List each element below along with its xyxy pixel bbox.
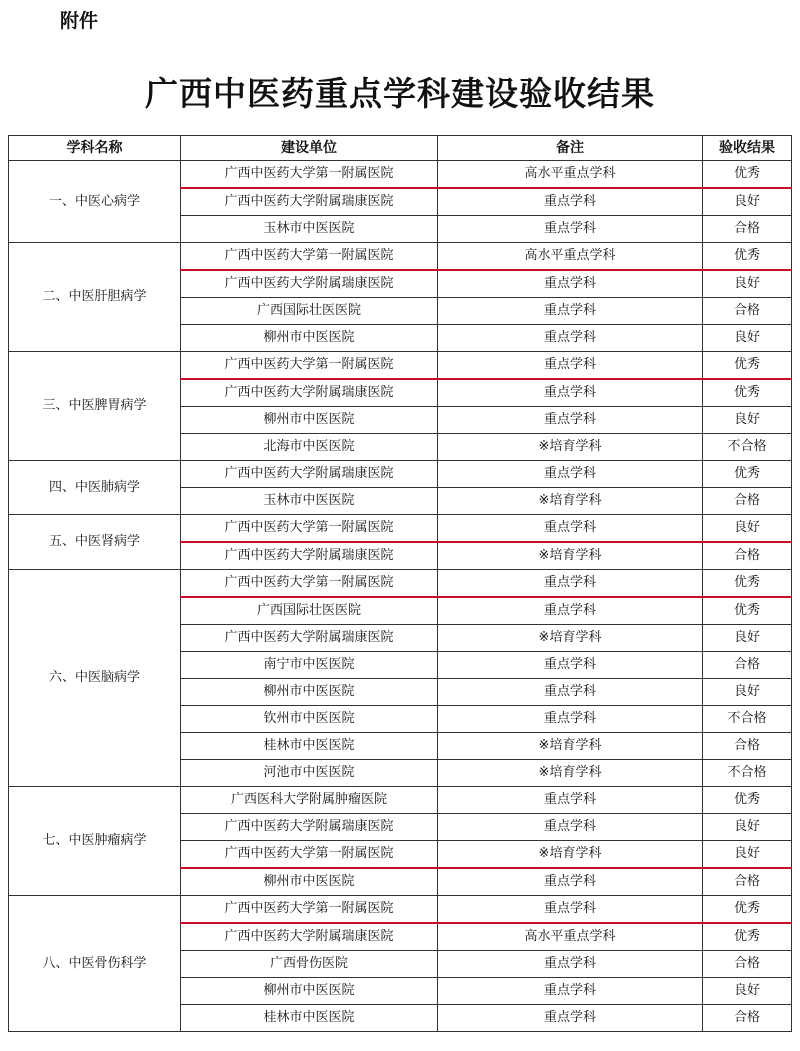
unit-cell: 广西国际壮医医院: [181, 597, 438, 625]
note-cell: 重点学科: [438, 868, 703, 896]
unit-cell: 广西中医药大学附属瑞康医院: [181, 461, 438, 488]
result-cell: 合格: [703, 733, 792, 760]
result-cell: 合格: [703, 652, 792, 679]
unit-cell: 广西医科大学附属肿瘤医院: [181, 787, 438, 814]
header-unit: 建设单位: [181, 136, 438, 161]
note-cell: 重点学科: [438, 407, 703, 434]
unit-cell: 广西中医药大学第一附属医院: [181, 896, 438, 924]
attachment-label: 附件: [60, 10, 99, 32]
table-row: [9, 243, 792, 271]
subject-name-cell: 一、中医心病学: [9, 161, 181, 243]
result-cell: 良好: [703, 625, 792, 652]
result-cell: 良好: [703, 407, 792, 434]
unit-cell: 柳州市中医医院: [181, 325, 438, 352]
unit-cell: 桂林市中医医院: [181, 1005, 438, 1032]
note-cell: 重点学科: [438, 978, 703, 1005]
note-cell: 重点学科: [438, 461, 703, 488]
subject-name-cell: 七、中医肿瘤病学: [9, 787, 181, 896]
unit-cell: 广西中医药大学附属瑞康医院: [181, 270, 438, 298]
note-cell: 高水平重点学科: [438, 243, 703, 271]
unit-cell: 广西中医药大学附属瑞康医院: [181, 923, 438, 951]
note-cell: ※培育学科: [438, 625, 703, 652]
result-cell: 合格: [703, 951, 792, 978]
note-cell: ※培育学科: [438, 542, 703, 570]
unit-cell: 广西中医药大学附属瑞康医院: [181, 625, 438, 652]
result-cell: 不合格: [703, 706, 792, 733]
note-cell: 重点学科: [438, 298, 703, 325]
note-cell: 重点学科: [438, 652, 703, 679]
unit-cell: 广西中医药大学附属瑞康医院: [181, 814, 438, 841]
result-cell: 良好: [703, 978, 792, 1005]
note-cell: 重点学科: [438, 1005, 703, 1032]
unit-cell: 柳州市中医医院: [181, 407, 438, 434]
result-cell: 优秀: [703, 379, 792, 407]
table-row: [9, 787, 792, 814]
note-cell: 重点学科: [438, 896, 703, 924]
result-cell: 合格: [703, 216, 792, 243]
result-cell: 优秀: [703, 597, 792, 625]
subject-name-cell: 六、中医脑病学: [9, 570, 181, 787]
note-cell: 重点学科: [438, 188, 703, 216]
unit-cell: 广西中医药大学第一附属医院: [181, 841, 438, 869]
table-row: [9, 461, 792, 488]
unit-cell: 北海市中医医院: [181, 434, 438, 461]
unit-cell: 柳州市中医医院: [181, 868, 438, 896]
unit-cell: 广西中医药大学第一附属医院: [181, 161, 438, 189]
result-cell: 良好: [703, 188, 792, 216]
note-cell: ※培育学科: [438, 434, 703, 461]
note-cell: 重点学科: [438, 706, 703, 733]
note-cell: 重点学科: [438, 352, 703, 380]
subject-name-cell: 五、中医肾病学: [9, 515, 181, 570]
result-cell: 优秀: [703, 923, 792, 951]
unit-cell: 柳州市中医医院: [181, 978, 438, 1005]
result-cell: 合格: [703, 868, 792, 896]
result-cell: 良好: [703, 270, 792, 298]
result-cell: 良好: [703, 515, 792, 543]
unit-cell: 广西中医药大学第一附属医院: [181, 570, 438, 598]
result-cell: 不合格: [703, 434, 792, 461]
result-cell: 良好: [703, 841, 792, 869]
result-cell: 良好: [703, 679, 792, 706]
note-cell: 重点学科: [438, 379, 703, 407]
subject-name-cell: 二、中医肝胆病学: [9, 243, 181, 352]
result-cell: 良好: [703, 325, 792, 352]
table-row: [9, 515, 792, 543]
table-header-row: [9, 136, 792, 161]
unit-cell: 广西中医药大学附属瑞康医院: [181, 188, 438, 216]
unit-cell: 广西中医药大学附属瑞康医院: [181, 379, 438, 407]
unit-cell: 广西中医药大学附属瑞康医院: [181, 542, 438, 570]
result-cell: 合格: [703, 298, 792, 325]
note-cell: 重点学科: [438, 597, 703, 625]
note-cell: ※培育学科: [438, 488, 703, 515]
note-cell: 重点学科: [438, 679, 703, 706]
unit-cell: 钦州市中医医院: [181, 706, 438, 733]
subject-name-cell: 八、中医骨伤科学: [9, 896, 181, 1032]
unit-cell: 南宁市中医医院: [181, 652, 438, 679]
note-cell: ※培育学科: [438, 733, 703, 760]
note-cell: ※培育学科: [438, 760, 703, 787]
unit-cell: 广西国际壮医医院: [181, 298, 438, 325]
result-cell: 合格: [703, 542, 792, 570]
table-body: [9, 161, 792, 1032]
unit-cell: 河池市中医医院: [181, 760, 438, 787]
unit-cell: 玉林市中医医院: [181, 216, 438, 243]
unit-cell: 玉林市中医医院: [181, 488, 438, 515]
result-cell: 不合格: [703, 760, 792, 787]
unit-cell: 广西骨伤医院: [181, 951, 438, 978]
result-cell: 优秀: [703, 570, 792, 598]
note-cell: 重点学科: [438, 270, 703, 298]
header-note: 备注: [438, 136, 703, 161]
note-cell: 重点学科: [438, 515, 703, 543]
note-cell: 重点学科: [438, 814, 703, 841]
table-row: [9, 570, 792, 598]
result-cell: 优秀: [703, 161, 792, 189]
result-cell: 合格: [703, 488, 792, 515]
result-cell: 优秀: [703, 461, 792, 488]
unit-cell: 柳州市中医医院: [181, 679, 438, 706]
result-cell: 合格: [703, 1005, 792, 1032]
note-cell: ※培育学科: [438, 841, 703, 869]
result-cell: 优秀: [703, 787, 792, 814]
header-result: 验收结果: [703, 136, 792, 161]
result-cell: 优秀: [703, 243, 792, 271]
note-cell: 高水平重点学科: [438, 161, 703, 189]
header-subject: 学科名称: [9, 136, 181, 161]
note-cell: 重点学科: [438, 787, 703, 814]
result-cell: 良好: [703, 814, 792, 841]
table-row: [9, 161, 792, 189]
table-row: [9, 896, 792, 924]
note-cell: 高水平重点学科: [438, 923, 703, 951]
unit-cell: 广西中医药大学第一附属医院: [181, 243, 438, 271]
unit-cell: 桂林市中医医院: [181, 733, 438, 760]
results-table: [8, 135, 792, 1032]
note-cell: 重点学科: [438, 325, 703, 352]
result-cell: 优秀: [703, 896, 792, 924]
subject-name-cell: 四、中医肺病学: [9, 461, 181, 515]
subject-name-cell: 三、中医脾胃病学: [9, 352, 181, 461]
note-cell: 重点学科: [438, 216, 703, 243]
unit-cell: 广西中医药大学第一附属医院: [181, 352, 438, 380]
note-cell: 重点学科: [438, 951, 703, 978]
table-row: [9, 352, 792, 380]
result-cell: 优秀: [703, 352, 792, 380]
document-title: 广西中医药重点学科建设验收结果: [145, 74, 655, 113]
unit-cell: 广西中医药大学第一附属医院: [181, 515, 438, 543]
note-cell: 重点学科: [438, 570, 703, 598]
